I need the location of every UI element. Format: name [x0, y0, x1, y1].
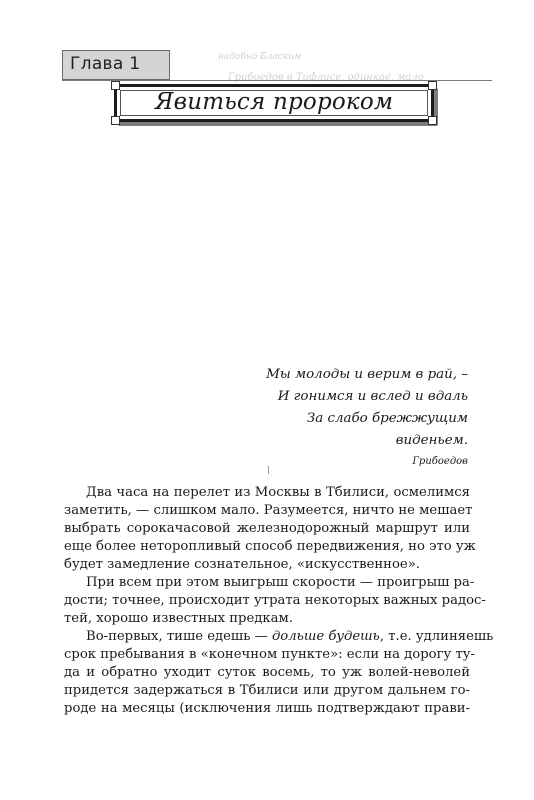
text-line: срок пребывания в «конечном пункте»: если на дорогу ту- [64, 647, 475, 662]
body-text [64, 484, 494, 718]
chapter-label: Глава 1 [70, 54, 141, 74]
epigraph-line: Мы молоды и верим в рай, – [266, 367, 468, 382]
epigraph-line: виденьем. [395, 433, 468, 448]
text-line: заметить, — слишком мало. Разумеется, ничто не мешает [64, 503, 473, 518]
text-line: тей, хорошо известных предкам. [64, 611, 293, 626]
ghost-text-2: Грибоедов в Тифлисе, одинкае, мало [228, 72, 424, 83]
text-line: дости; точнее, происходит утрата некоторых важных радос- [64, 593, 486, 608]
text-line: будет замедление сознательное, «искусственное». [64, 557, 420, 572]
paragraph [64, 484, 476, 574]
text-line: еще более неторопливый способ передвижения, но это уж [64, 539, 476, 554]
text-line: При всем при этом выигрыш скорости — проигрыш ра- [86, 575, 475, 590]
text-segment: , т.е. удлиняешь [379, 629, 494, 644]
epigraph-line: За слабо брежжущим [306, 411, 468, 426]
chapter-label-box [62, 50, 170, 80]
epigraph [266, 364, 468, 470]
ghost-text-1: надобно Бласким [218, 52, 302, 62]
text-line: роде на месяцы (исключения лишь подтверждают прави- [64, 701, 470, 716]
banner-corner-ornament [111, 116, 120, 125]
text-line [64, 628, 494, 646]
text-line: да и обратно уходит суток восемь, то уж волей-неволей [64, 665, 470, 680]
paragraph [64, 628, 494, 718]
text-line: выбрать сорокачасовой железнодорожный маршрут или [64, 521, 470, 536]
banner-corner-ornament [428, 116, 437, 125]
text-line: Два часа на перелет из Москвы в Тбилиси, осмелимся [86, 485, 470, 500]
paragraph [64, 574, 486, 628]
chapter-title-banner [114, 84, 434, 122]
epigraph-line: И гонимся и вслед и вдаль [277, 389, 468, 404]
italic-emphasis: дольше будешь [271, 629, 380, 644]
scan-speck [268, 466, 269, 474]
chapter-title: Явиться пророком [154, 89, 394, 115]
text-segment: Во-первых, тише едешь — [86, 629, 272, 644]
text-line: придется задержаться в Тбилиси или другом дальнем го- [64, 683, 470, 698]
epigraph-author: Грибоедов [412, 456, 468, 467]
